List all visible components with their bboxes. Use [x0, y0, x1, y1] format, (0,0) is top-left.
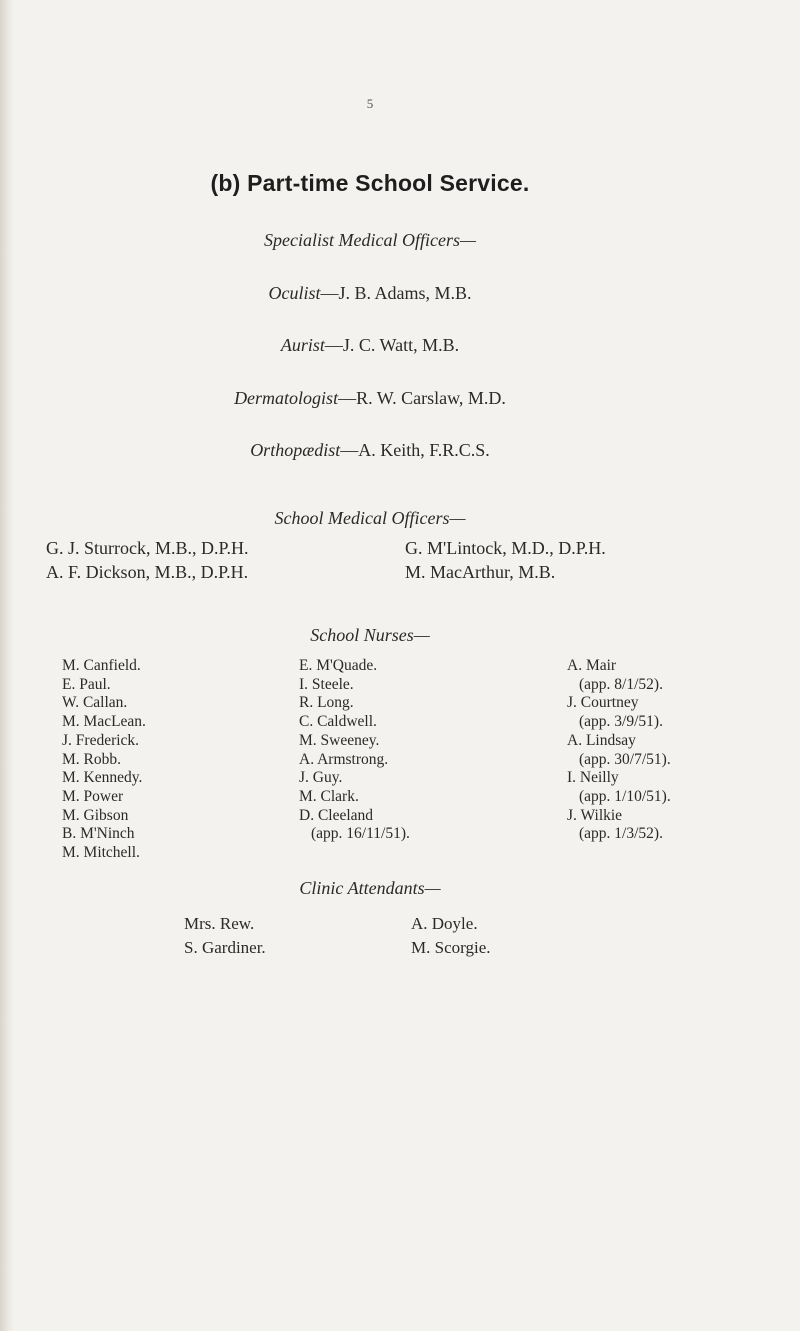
nurse-appointment: (app. 3/9/51).: [579, 713, 663, 731]
page-binding-edge: [0, 0, 14, 1331]
specialist-role: Aurist: [280, 335, 325, 355]
nurse-name: A. Armstrong.: [299, 750, 389, 768]
nurse-name: I. Neilly: [567, 769, 619, 787]
nurse-name: M. MacLean.: [62, 713, 146, 731]
section-title: (b) Part-time School Service.: [210, 170, 530, 196]
nurse-name: E. Paul.: [62, 675, 111, 693]
specialist-role: Dermatologist: [234, 388, 339, 408]
nurse-name: C. Caldwell.: [299, 713, 377, 731]
nurse-name: A. Mair: [567, 657, 617, 674]
nurse-name: J. Frederick.: [62, 731, 140, 749]
nurse-name: R. Long.: [299, 694, 354, 712]
nurse-name: M. Kennedy.: [62, 769, 143, 787]
page-number: 5: [366, 96, 374, 111]
nurse-name: W. Callan.: [62, 694, 128, 712]
school-medical-officer: A. F. Dickson, M.B., D.P.H.: [46, 562, 249, 582]
nurse-name: M. Power: [62, 787, 124, 805]
clinic-attendant: Mrs. Rew.: [184, 914, 255, 933]
clinic-attendant: A. Doyle.: [411, 914, 478, 933]
nurse-name: M. Robb.: [62, 750, 121, 768]
nurse-name: B. M'Ninch: [62, 825, 135, 843]
specialist-name: —J. B. Adams, M.B.: [320, 283, 472, 303]
nurses-column-2: [299, 657, 410, 844]
nurse-name: M. Sweeney.: [299, 731, 380, 749]
nurses-column-1: [62, 657, 146, 863]
school-medical-officer: M. MacArthur, M.B.: [405, 562, 556, 582]
nurse-appointment: (app. 1/10/51).: [579, 787, 671, 805]
nurse-name: J. Courtney: [567, 694, 639, 712]
nurse-appointment: (app. 1/3/52).: [579, 825, 663, 843]
nurse-name: J. Wilkie: [567, 806, 623, 824]
school-medical-officer: G. J. Sturrock, M.B., D.P.H.: [46, 538, 249, 558]
nurse-name: J. Guy.: [299, 769, 343, 787]
nurse-appointment: (app. 30/7/51).: [579, 750, 671, 768]
clinic-attendant: M. Scorgie.: [411, 938, 491, 957]
nurse-name: M. Gibson: [62, 806, 129, 824]
specialist-orthopaedist: [0, 440, 740, 461]
specialist-name: —J. C. Watt, M.B.: [324, 335, 460, 355]
nurse-name: A. Lindsay: [567, 731, 636, 749]
nurse-name: M. Mitchell.: [62, 844, 140, 862]
nurse-appointment: (app. 16/11/51).: [311, 825, 410, 843]
specialist-heading: Specialist Medical Officers—: [264, 230, 476, 250]
specialist-role: Oculist: [268, 283, 321, 303]
specialist-dermatologist: [0, 388, 740, 409]
specialist-name: —A. Keith, F.R.C.S.: [340, 440, 490, 460]
nurse-name: M. Canfield.: [62, 657, 141, 674]
nurse-name: I. Steele.: [299, 675, 354, 693]
clinic-attendants-heading: Clinic Attendants—: [299, 878, 441, 898]
school-nurses-heading: School Nurses—: [310, 625, 430, 645]
school-medical-heading: School Medical Officers—: [274, 508, 466, 528]
school-medical-officer: G. M'Lintock, M.D., D.P.H.: [405, 538, 606, 558]
specialist-role: Orthopædist: [250, 440, 341, 460]
nurse-name: M. Clark.: [299, 787, 359, 805]
nurse-appointment: (app. 8/1/52).: [579, 675, 663, 693]
specialist-name: —R. W. Carslaw, M.D.: [338, 388, 506, 408]
specialist-oculist: [0, 283, 740, 304]
nurse-name: D. Cleeland: [299, 806, 374, 824]
nurse-name: E. M'Quade.: [299, 657, 378, 674]
specialist-aurist: [0, 335, 740, 356]
nurses-column-3: [567, 657, 671, 844]
clinic-attendant: S. Gardiner.: [184, 938, 266, 957]
